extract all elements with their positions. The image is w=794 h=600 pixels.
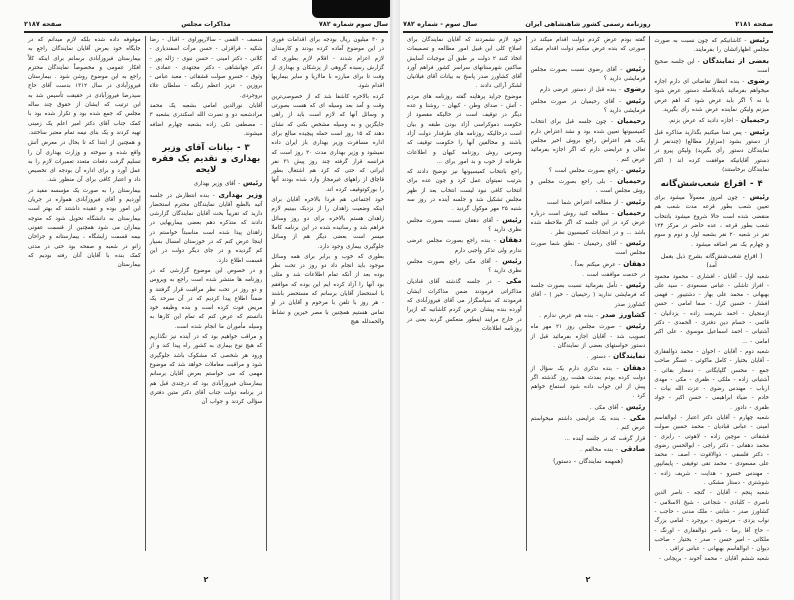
paragraph-text: - بنده هم عرض ندارم . [539, 313, 599, 320]
speech-paragraph [654, 57, 769, 77]
paragraph-text: - چون جلسه قبل برای انتخاب کمیسیونها تعیین شده بود و نشد اعتراض دارم یکی هم اعتراض راجع بروش اخیر مجلس تعالی و عرایضی دارم که اگر اجازه بفرمائید عرض کنم . [530, 119, 646, 163]
paragraph-text: و مراقب خواهیم بود که در آینده نیز نگذاریم که هیچ نوع بیماری به کشور راه پیدا کند و از ورود هر شخصی که مشکوک باشد جلوگیری شود و مراقبت معاملات خواهد شد که موضوع مهمی که می خواستم بعرض آقایان برسانم بیمارستان فیروزآبادی بود که درچندی قبل هم در برنامه دولت جناب آقای دکتر متین دفتری سؤالی کردند و جواب آن [149, 334, 263, 406]
text-column [267, 36, 388, 551]
left-page-number: صفحه ۲۱۸۷ [24, 20, 62, 28]
section-note: ( اقراع شعب‌شش‌گانه بشرح ذیل بعمل آمد) [660, 252, 763, 270]
speech-paragraph [654, 36, 769, 56]
speech-paragraph [531, 445, 646, 455]
text-column [24, 36, 146, 551]
left-issue-label: سال سوم شماره ۷۸۲ [318, 20, 388, 28]
speech-paragraph [531, 352, 646, 362]
paragraph-text: شعبه دوم - آقایان - اخوان - محمد ذوالفقاری - آقایان بختیار - کامل ماکوئی - عسگر صاحب جمع - محسن گلپایگانی - دمعتار بقائی - آشتیانی زاده - ملکی - ظفری - مکی - مهدی ارباب - مهندس رضوی - عزت الله بیات - خادم - ضیاء ابراهیمی - حسن اکبر - جواد ظفری - دادور . [654, 348, 769, 411]
paragraph-text: - دستور . [586, 354, 611, 361]
paragraph-text: خود لازم نشمردند که آقایان نمایندگان برای اصلاح کلی این قبیل امور مطالعه و تصمیمات اتخاذ کنند ۲ دولت بر طبق آن موجبات آسایش ساکنین شهرستانهای سراسر کشور فراهم آورد آقای کشاورز صدر پاسخ به بیانات آقای فیلانیان لشکر آرائی دادند . [406, 37, 522, 90]
text-paragraph [654, 489, 769, 554]
paragraph-text: - تأمل بفرمائید نسبت بصورت جلسه که فرمایشی ندارید ( رحیمیان - خیر ) - آقای کشاورز صدر [530, 283, 646, 308]
text-paragraph [654, 414, 769, 488]
speaker-name: مکی [629, 413, 646, 422]
text-paragraph [271, 36, 384, 92]
speaker-name: رئیس [625, 281, 646, 290]
speaker-name: رئیس [749, 193, 770, 202]
section-heading: ۴ - اقراع شعب‌شش‌گانه [660, 179, 763, 190]
paragraph-text: - آقای وزیر بهداری [193, 181, 241, 188]
text-paragraph [654, 273, 769, 347]
text-paragraph [531, 271, 646, 280]
speaker-name: رئیس [625, 197, 646, 206]
speech-paragraph [531, 281, 646, 310]
paragraph-text: موقوفه داده شده بلکه لازم میدانم که در جایگاه خود بعرض آقایان نمایندگان راجع به بیمارستان فیروزآبادی برسانم برای اینکه کلاً افکار عمومی و مخصوصاً نمایندگان محترم راجع به این موضوع روشن شود . بیمارستان فیروزآبادی در سال ۱۳۱۲ بدست آقای حاج سیدرضا فیروزآبادی در حقیقت تأسیس شد به این ترتیب که ایشان از حقوق چند ساله مجلس که جمع شده بود و تکرار شده بود با کمک جناب آقای دکتر امیر اعلم یک زمینی تهیه کردند و یک بنای نیمه تمام معتبر ساختند. [27, 37, 141, 136]
speaker-name: کشاورز صدر [600, 311, 646, 320]
paragraph-text: - چون امروز معمولاً میشود برای تعیین شعب بطور قرعه مدت شعب هم منقضی شده است حالا شروع میشود بانتخاب شعب بطور قرعه ، عده حاضر در مرکز ۱۲۴ نفر در شعبه ۲۰ نفر بشعبه اول و دوم و سوم و چهارم یک نفر اضافه میشود . [654, 195, 769, 248]
section-note: (همهمه نمایندگان - دستور) [553, 458, 623, 466]
speaker-name: رضوی [747, 77, 769, 86]
speaker-name: رئیس [625, 96, 646, 105]
text-paragraph [150, 267, 263, 332]
paragraph-text: - آقای مکی راجع بصورت مجلس نظری دارید ؟ [406, 258, 522, 275]
text-paragraph [654, 348, 769, 413]
speech-paragraph [407, 277, 522, 334]
text-paragraph [28, 139, 141, 185]
paragraph-text: - بنده انتظارش در جلسه آتیه بالطبع آقایان نمایندگان محترم استحضار دارید که تقریباً بحث آقایان نمایندگان گزارشی دادند که متذکره دهم بعضی بیماریهایی در زاهدان پیدا شده است مناسبتاً خواستم در اینجا عرض کنم که در خوزستان امسال بسیار کم گردیده و در جای دیگر دولت در این قسمت اطلاع دارد. [149, 192, 263, 264]
paragraph-text: شعبه ششم آقایان - محمد آخوند - بریجانی - [659, 556, 769, 563]
right-folio: ۲ [585, 575, 591, 584]
text-column [650, 36, 773, 563]
text-paragraph [654, 555, 769, 564]
speaker-name: رئیس [242, 179, 263, 188]
paragraph-text: و ۳۰ میلیون ریال بودجه برای اقدامات فوری در این موضوع آماده کرده بودند و کارمندان لازم اعزام شدند - اقلام لازم بطوری که گزارش رسیده گروهی از پزشکان و بهداری از وفت تا برای مبارزه با مالاریا و سایر بیماریها اقدام شود. [271, 37, 384, 90]
paragraph-text: منصف - القمی - سالارپوراوی - اقبال - رضا شکیه - قراقزلی - حسن مرآت اسفندیاری - کلانی - دکتر امینی - حسن نبوی - ژاله پور - دکتر جهانشاهی - دکتر مجتهدی - عمادی - وثوق - خسرو صولت قشقائی - معبد عباس - بروزین - عزیز اعظم زنگنه - سلطان علاء بروجردی. [149, 37, 263, 99]
text-paragraph [407, 36, 522, 92]
speech-paragraph [531, 311, 646, 321]
speech-paragraph [531, 177, 646, 197]
paragraph-text: کرده بالاخره کاشفا شد که از خصوصی‌ترین وقت و آمد بعد وسیله ای که هست بصورتی و وسائل آنها که لازم است باید از راهی جایگزین و به وسیله مشخص بکنی که نشان دهند که ۱۵ روز است حمله پیچیده مبالغ برای اداره مسافرت وزیر بهداری باز ایران داده نمیشود و وزیر بهداری مدت ۲۰ روز است که فرانسه قرار گرفته چند روز پیش ۳۱ نفر ایرانی که حتی که کرد هم اشتغال بطور قاچاق از راههای غیرمجاز وارد شده بودند آنها را بورکوتوقیف کرده اند. [271, 93, 384, 193]
paragraph-text: - بنده انتظار تقاضاتی ای دارم اجازه میخواهم بفرمائید بایدبلاصله دستور عرض شود یا نه ؟ اگر باید عرض شود که اهم عرض میزنم ولیکن نماینده عرض شده رأی بگیرید. [654, 79, 769, 114]
paragraph-text: - از مطالعه اعتراض شما است [546, 199, 624, 206]
section-heading: ۳ - بیانات آقای وزیر بهداری و تقدیم یک فقره لایحه [151, 143, 261, 176]
speech-paragraph [654, 193, 769, 250]
speech-paragraph [150, 191, 263, 266]
speaker-name: رضوی [623, 85, 646, 94]
speaker-name: رئیس [502, 215, 522, 224]
speaker-name: نمایندگان [613, 352, 646, 361]
paragraph-text: راجع بانتخاب کمیسیونها نیز توضیح دادند که بترتیب نمیتوان عمل کرد و چون عده برای انتخاب کافی نبود لیست انتخاب بعد از ظهر مجلس تشکیل شد و جلسه آینده در روز سه شنبه ۲۵ مهر موکول گردید . [406, 169, 522, 213]
paragraph-text: و همچنین از ابتدا که تا بحال در معرض آتش واقع شده و سوخته و وزارت بهداری آن را تسلیم گرفت دفعات متعدد تعمیرات لازم را به عمل آورد و برای اداره آن بودجه ای تخصیص داد و اعتبار کافی برای آن منظور شد. [27, 140, 141, 184]
text-paragraph [531, 435, 646, 444]
right-columns [403, 36, 773, 563]
paragraph-text: - بنده یک عرایضی داشتم میخواستم عرض کنم . [530, 415, 646, 432]
text-column [403, 36, 527, 551]
speaker-name: رئیس [625, 64, 646, 73]
left-page-header [24, 18, 388, 30]
speaker-name: رحیمیان [617, 177, 646, 186]
text-paragraph [407, 93, 522, 167]
paragraph-text: در خدمت موافقت است . [582, 271, 646, 278]
paragraph-text: - صورت مجلس روز ۲۱ مهر ماه تصویب شد - آقایان اجازه بفرمائید قبل از دستور خواستهای بعضی از نمایندگان . [530, 324, 646, 349]
paragraph-text: - کاشانیکم که چون نسبت به صورت مجلس اظهاراتشان را بفرمایند. [654, 38, 769, 54]
paragraph-text: - آقای دهقان نسبت بصورت مجلس نظری دارید ؟ [406, 217, 522, 233]
text-paragraph [150, 333, 263, 407]
right-page-number: صفحه ۲۱۸۱ [735, 20, 773, 28]
left-page [24, 18, 388, 584]
speech-paragraph [150, 179, 263, 189]
speech-paragraph [531, 403, 646, 413]
speaker-name: رئیس [625, 165, 646, 174]
paragraph-text: بطوری که خوب و برابر برای همه وسائل موجود باید انجام داد دو روز در تحت نظر بوده بعد از آنکه تمام اطلاعات شد و مثلی بود آنها را آزاد کرده ایم این بوده که موافقم با استحضار آقایان برسانم که مستحضر باشند - هر روز با تلفن با مرحوم و آقایان در او تماس هستیم همچنین با مصر خیرین و نشاط والحمدلله هیچ [271, 253, 384, 325]
right-page-header [403, 18, 773, 30]
paragraph-text: - آقای رحیمیان - نطق شما صورت مجلس است [530, 240, 646, 257]
text-paragraph [407, 168, 522, 214]
paragraph-text: بیمارستان را به صورت یک مؤسسه مفید در آوردیم و آقای فیروزآبادی همواره در جریان این امور بوده و عقیده داشتند که بهتر است بیمارستان به دانشگاه تحویل شود که متوجه بیماران می شود همچنین از قسمت عفونی بیمه قسمت زایشگاه ، بیمارستانه و جراحان زانو در شعبه و صفحه بود حتی در مدتی کمک بنده با آقایان آنان رفته بودیم که بیمارستان [27, 187, 141, 269]
text-column [527, 36, 651, 551]
speaker-name: رئیس [625, 238, 646, 247]
speech-paragraph [531, 239, 646, 259]
paragraph-text: شعبه چهارم - آقایان دکتر اعتبار - ابوالقاسم امینی - عباس قبادیان - محمد حسین صولت قشقائی - موچین زاده - لاهوتی - رایزی - محمد دهقانی - دکتر راجی - ابوالحسن رضوی - دکتر فلسفی - ذوالاقوت - اصف - محمد علی مسعودی - محمد تقی توفیقی - پایمانپور - مهندس خسرو - هدایت - شریف زاده - شوشتری - دستار مشکی . [654, 414, 769, 487]
paragraph-text: - عرض میکنم بعداً . [570, 261, 621, 268]
binding-shadow [312, 0, 392, 18]
speaker-name: وزیر بهداری [218, 190, 263, 199]
speech-paragraph [654, 128, 769, 175]
speaker-name: دهقان [499, 236, 522, 245]
speaker-name: رئیس [749, 127, 770, 136]
speaker-name: دهقان [623, 363, 646, 372]
paragraph-text: موضوع جراید پرهاینه گفته روزنامه های مردم - آتش - صدای وطن - کیهان - روشنا و عده دیگر در توقیف است در حالیکه مقصود از حکومت دموکراسی آزاد بودن طبقه و بیان است درحالیکه روزنامه های طرفدار دولت آزاد باشند و مخالفین آنها را حکومت توقیف که وسرس روش روزنامه کیهان و اطلاعات طرفانه از خوب و بد امور برای ... [406, 93, 522, 165]
header-rule [24, 31, 388, 33]
text-paragraph [150, 36, 263, 101]
paragraph-text: شعبه اول - آقایان - افشاری - محمود محمود - افراز تاشلی - عباس مسعودی - سید علی بهبهانی - محمد علی بهار - دشتیبور - فهمی افشار - حسین کرل - صفا امامی - حسن ازمنجیان - احمد شریعت زاده - یزدانیان - قائمی - حسام دین دفتری - الحمدی - دکتر آشتیانی - احمد اسماعیل موسوی - علی اکبر امامی - ... [654, 273, 769, 345]
paragraph-text: گفته بودم عرض کردم دولت اقدام میکند در صورتی که بنده عرض میکنم دولت اقدام میکند . [530, 37, 646, 62]
paragraph-text: و در خصوص این موضوع گزارشی که در روزنامه ها منتشر شده است راجع به ویروس و دو روز در تحت نظر مراقبت قرار گرفتند و ضمناً اطلاع پیدا کردیم که در آن سرحد یک مریض فوت کرده است و بنده وظیفه خود دانستم که عرض کنم که تمام این کارها به وسیله مأموران ما انجام شده است. [149, 267, 263, 330]
paragraph-text: - بنده تذکری دارم یک سؤال از دولت کرده بودم بمدت هشت روز گذشته اگر پیش از این جواب داده شود استماع خواهم کرد . [530, 365, 646, 400]
left-section-title: مذاکرات مجلس [181, 20, 231, 28]
paragraph-text: - اجازه دادید که عرض بزنم. [668, 118, 739, 125]
text-paragraph [28, 36, 141, 138]
speech-paragraph [531, 260, 646, 270]
paragraph-text: - بنده راجع بصورت مجلس عرضی ندارم ولی تذکر واجبی دارم [406, 238, 522, 254]
text-paragraph [531, 36, 646, 64]
speaker-name: صادقی [620, 444, 646, 453]
text-paragraph [28, 187, 141, 271]
speech-paragraph [531, 117, 646, 164]
text-paragraph [150, 102, 263, 139]
speech-paragraph [654, 77, 769, 115]
right-page [403, 18, 773, 584]
speech-paragraph [531, 322, 646, 351]
paragraph-text: خود اجتماعی هم فردا بالاخره آقایان برای اینکه وضعیت زاهدان را از نزدیک ببینیم لازم زاهدان هستم بالاخره برای دو روز وسائل فراهم شد و رسانیده شده در این برنامه کاملا میسر است بعضی دیگر هم از وسائل جلوگیری بیماری وجود دارد. [271, 197, 384, 250]
paragraph-text: - مطالعه کنید روش است درباره عرض کرد در این جلسه که اگر ملاحظه شده باشد ... و در انتخابات کمیسیون نظر . [530, 211, 646, 236]
speech-paragraph [531, 209, 646, 238]
left-columns [24, 36, 388, 551]
text-paragraph [271, 93, 384, 195]
paragraph-text: - این جلسه صحیح است [654, 58, 769, 74]
speaker-name: رحیمیان [740, 116, 769, 125]
speaker-name: رحیمیان [617, 117, 646, 126]
speaker-name: مکی [506, 277, 522, 286]
speech-paragraph [654, 116, 769, 126]
speech-paragraph [531, 414, 646, 434]
speech-paragraph [531, 198, 646, 208]
speech-paragraph [407, 257, 522, 277]
text-column [146, 36, 268, 551]
gazette-title: روزنامه رسمی کشور شاهنشاهی ایران [525, 20, 651, 28]
speech-paragraph [531, 364, 646, 402]
text-paragraph [271, 196, 384, 252]
paragraph-text: - در جلسه گذشته آقای قنادیان مذاکراتی فرمودند ضمن مذاکرات ایشان فرمودند که سپاسگزار می آقای فیروزآبادی که آورده بنده پیشان عرض کردم کاشانیه که ازیرا در خارج مرایند اینطور منعکس گردید یعنی در روزنامه اطلاعات [406, 279, 522, 332]
paragraph-text: - پس تمنا میکنیم بگذارید مذاکره قبل از دستور بشود (سزاوار مطالع) (چندنفر از نمایندگان دستور رأی بگیرید) ولیکن پیرو در دستور آقایانیکه موافقت کرده اند ( اکثر نمایندگان برخاستند) [654, 129, 769, 173]
speaker-name: بعضی از نمایندگان [702, 56, 770, 65]
left-folio: ۲ [203, 575, 209, 584]
speaker-name: رحیمیان [617, 209, 646, 218]
speaker-name: رئیس [625, 402, 646, 411]
speech-paragraph [407, 236, 522, 256]
paragraph-text: شعبه پنجم - آقایان - گنجه - ناصر الدین ناصری - کلبادی - شجاعی - شیخ الاسلامی - کشاورز صدر - شابتی - ملک مدنی - حاجب - نواب یزدی - مرتضوی - بروجرد - امامی بزرگ - حاج آقا رضا - ناصر ذوالفقاری - اورنگ - ملکانی - امیر حسن - صدر - بختیار - صاحب دیوان - ابوالقاسم بهبهانی - عباس تراقی . [654, 490, 769, 553]
speaker-name: دهقان [623, 259, 646, 268]
text-paragraph [271, 253, 384, 327]
speech-paragraph [531, 85, 646, 95]
speaker-name: رئیس [749, 36, 769, 44]
speech-paragraph [407, 216, 522, 236]
speech-paragraph [531, 97, 646, 117]
right-issue-label: سال سوم - شماره ۷۸۲ [403, 20, 478, 28]
speaker-name: رئیس [502, 256, 522, 265]
paragraph-text: - آقای مکی . [589, 404, 624, 411]
page-gutter [390, 0, 400, 600]
paragraph-text: - بلی راجع بصورت مجلس و روش مجلس است . [530, 179, 646, 195]
speech-paragraph [531, 166, 646, 176]
paragraph-text: - راجع بصورت مجلس است ؟ [548, 167, 624, 174]
header-rule [403, 31, 773, 33]
paragraph-text: - بنده قبل از دستور عرضی دارم [539, 87, 621, 94]
speaker-name: رئیس [625, 322, 646, 331]
paragraph-text: قرار گرفت که در جلسه آینده ... [564, 435, 646, 442]
paragraph-text: - آقای رحیمیان در صورت مجلس فرمایشی دارید ؟ [530, 98, 646, 115]
paragraph-text: - بنده مخالفم . [580, 446, 618, 453]
paragraph-text: - آقای رضوی نسبت بصورت مجلس فرمایشی دارید ؟ [530, 66, 646, 83]
paragraph-text: آقایان نورالدین امامی بشعبه یک محمد مرادشعبه دو و نصرت الله اسکندری بشعبه ۳ - مصطفی تکی زاده بشعبه چهارم اضافه میشوند. [149, 103, 263, 137]
speech-paragraph [531, 65, 646, 85]
